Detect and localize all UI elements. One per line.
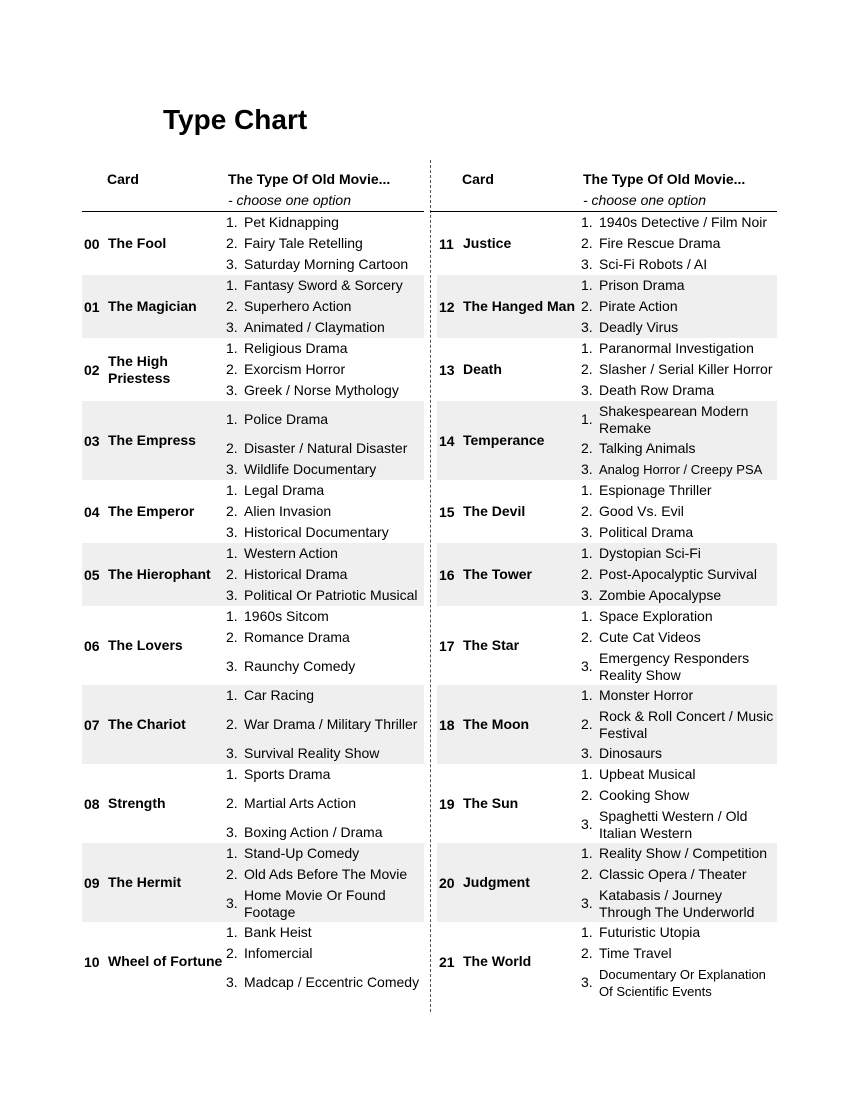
card-name: The Empress [108, 432, 196, 448]
option-number: 1. [226, 340, 238, 356]
movie-options [581, 922, 777, 1001]
card-number: 14 [439, 432, 455, 449]
movie-option [226, 275, 424, 296]
movie-option [581, 585, 777, 606]
option-number: 3. [226, 658, 238, 674]
card-number: 09 [84, 874, 100, 891]
option-number: 3. [226, 895, 238, 911]
option-number: 3. [581, 745, 593, 761]
card-row [82, 764, 424, 843]
card-name: The Fool [108, 235, 167, 251]
option-text: Car Racing [244, 687, 315, 703]
movie-option [581, 401, 777, 438]
option-text: Fairy Tale Retelling [244, 235, 363, 251]
movie-options [226, 401, 424, 480]
movie-option [581, 764, 777, 785]
option-text: Cooking Show [599, 787, 690, 803]
option-number: 3. [226, 974, 238, 990]
movie-option [581, 922, 777, 943]
option-number: 1. [581, 340, 593, 356]
movie-option [581, 864, 777, 885]
option-number: 2. [226, 716, 238, 732]
movie-options [226, 685, 424, 764]
option-text: Boxing Action / Drama [244, 824, 383, 840]
movie-options [226, 843, 424, 922]
option-number: 1. [226, 766, 238, 782]
card-number: 07 [84, 716, 100, 733]
option-text: Bank Heist [244, 924, 312, 940]
option-text: Political Or Patriotic Musical [244, 587, 418, 603]
movie-option [581, 522, 777, 543]
option-text: Post-Apocalyptic Survival [599, 566, 757, 582]
card-number: 00 [84, 235, 100, 252]
movie-option [226, 648, 424, 685]
movie-option [581, 564, 777, 585]
card-number: 17 [439, 637, 455, 654]
movie-option [226, 459, 424, 480]
option-number: 2. [226, 361, 238, 377]
card-name: The Emperor [108, 503, 195, 519]
movie-option [581, 317, 777, 338]
option-number: 3. [581, 524, 593, 540]
movie-options [581, 606, 777, 685]
movie-option [581, 480, 777, 501]
right-column-header [430, 169, 777, 212]
option-text: Cute Cat Videos [599, 629, 701, 645]
card-number: 10 [84, 953, 100, 970]
movie-option [226, 864, 424, 885]
movie-option [226, 401, 424, 438]
option-text: Madcap / Eccentric Comedy [244, 974, 420, 990]
option-number: 3. [581, 319, 593, 335]
option-text: Good Vs. Evil [599, 503, 684, 519]
movie-options [581, 338, 777, 401]
card-number: 18 [439, 716, 455, 733]
option-text: Futuristic Utopia [599, 924, 701, 940]
movie-options [581, 275, 777, 338]
movie-option [226, 501, 424, 522]
movie-option [226, 338, 424, 359]
option-number: 3. [581, 895, 593, 911]
movie-option [581, 943, 777, 964]
card-number: 06 [84, 637, 100, 654]
option-text: Upbeat Musical [599, 766, 696, 782]
choose-option-note: - choose one option [583, 192, 706, 208]
card-name: The Sun [463, 795, 519, 811]
movie-option [226, 606, 424, 627]
movie-option [581, 212, 777, 233]
option-text: Sports Drama [244, 766, 331, 782]
choose-option-note: - choose one option [228, 192, 351, 208]
card-number: 02 [84, 361, 100, 378]
movie-options [226, 275, 424, 338]
card-number: 03 [84, 432, 100, 449]
option-text: Fantasy Sword & Sorcery [244, 277, 403, 293]
movie-option [581, 964, 777, 1001]
option-number: 2. [581, 298, 593, 314]
movie-option [226, 212, 424, 233]
movie-option [226, 564, 424, 585]
option-text: Saturday Morning Cartoon [244, 256, 409, 272]
option-number: 1. [581, 545, 593, 561]
option-text: War Drama / Military Thriller [244, 716, 418, 732]
option-text: Legal Drama [244, 482, 325, 498]
card-row [437, 543, 777, 606]
option-number: 3. [226, 382, 238, 398]
card-name: Wheel of Fortune [108, 953, 223, 969]
option-number: 3. [581, 816, 593, 832]
option-text: Espionage Thriller [599, 482, 712, 498]
card-name: Strength [108, 795, 166, 811]
card-row [437, 764, 777, 843]
option-text: 1940s Detective / Film Noir [599, 214, 768, 230]
option-number: 2. [581, 503, 593, 519]
movie-header: The Type Of Old Movie... [583, 171, 746, 187]
card-header: Card [462, 171, 494, 187]
movie-options [581, 480, 777, 543]
movie-option [581, 606, 777, 627]
movie-option [581, 275, 777, 296]
movie-options [581, 212, 777, 275]
movie-option [581, 459, 777, 480]
option-number: 1. [226, 214, 238, 230]
card-row [82, 212, 424, 275]
option-text: Dinosaurs [599, 745, 663, 761]
option-text: Romance Drama [244, 629, 350, 645]
card-name: The Chariot [108, 716, 186, 732]
movie-options [581, 685, 777, 764]
movie-option [581, 380, 777, 401]
movie-option [226, 585, 424, 606]
option-text: Survival Reality Show [244, 745, 380, 761]
movie-option [581, 254, 777, 275]
movie-option [581, 338, 777, 359]
option-text: Alien Invasion [244, 503, 332, 519]
movie-option [581, 648, 777, 685]
card-number: 20 [439, 874, 455, 891]
option-text: Dystopian Sci-Fi [599, 545, 701, 561]
option-text: Old Ads Before The Movie [244, 866, 408, 882]
movie-option [226, 885, 424, 922]
option-number: 1. [581, 411, 593, 427]
option-number: 2. [581, 629, 593, 645]
option-number: 2. [226, 440, 238, 456]
movie-options [581, 764, 777, 843]
option-text: Infomercial [244, 945, 313, 961]
movie-option [226, 233, 424, 254]
movie-option [226, 627, 424, 648]
option-text: Emergency Responders Reality Show [599, 649, 750, 683]
option-text: Superhero Action [244, 298, 352, 314]
movie-option [226, 480, 424, 501]
option-text: Death Row Drama [599, 382, 715, 398]
option-number: 1. [226, 277, 238, 293]
card-name: The World [463, 953, 532, 969]
option-number: 1. [581, 482, 593, 498]
option-number: 2. [226, 298, 238, 314]
movie-options [226, 764, 424, 843]
movie-option [226, 822, 424, 843]
option-text: Katabasis / Journey Through The Underworld [599, 886, 755, 920]
option-number: 1. [226, 545, 238, 561]
card-number: 13 [439, 361, 455, 378]
option-number: 3. [581, 256, 593, 272]
option-number: 2. [581, 866, 593, 882]
movie-option [226, 743, 424, 764]
card-name: Death [463, 361, 502, 377]
card-name: The Hermit [108, 874, 182, 890]
movie-option [226, 964, 424, 1001]
option-text: Police Drama [244, 411, 329, 427]
card-row [82, 401, 424, 480]
movie-option [581, 359, 777, 380]
card-row [437, 922, 777, 1001]
card-name: The Devil [463, 503, 526, 519]
option-text: Space Exploration [599, 608, 713, 624]
option-text: Slasher / Serial Killer Horror [599, 361, 773, 377]
movie-option [226, 922, 424, 943]
movie-option [226, 706, 424, 743]
left-column-header [82, 169, 424, 212]
right-column [437, 169, 777, 1001]
option-text: Historical Drama [244, 566, 348, 582]
card-name: Judgment [463, 874, 530, 890]
option-number: 1. [581, 924, 593, 940]
option-number: 2. [226, 235, 238, 251]
option-text: Paranormal Investigation [599, 340, 754, 356]
movie-option [226, 359, 424, 380]
movie-option [581, 743, 777, 764]
movie-option [581, 685, 777, 706]
movie-option [226, 254, 424, 275]
movie-option [581, 885, 777, 922]
option-number: 1. [581, 687, 593, 703]
option-number: 3. [226, 319, 238, 335]
movie-option [581, 233, 777, 254]
card-row [437, 606, 777, 685]
option-text: Fire Rescue Drama [599, 235, 721, 251]
option-number: 1. [581, 766, 593, 782]
option-number: 1. [226, 608, 238, 624]
card-name: The Star [463, 637, 520, 653]
option-text: Prison Drama [599, 277, 685, 293]
card-number: 21 [439, 953, 455, 970]
option-number: 2. [226, 795, 238, 811]
option-text: 1960s Sitcom [244, 608, 329, 624]
option-number: 2. [581, 440, 593, 456]
movie-options [226, 922, 424, 1001]
option-text: Sci-Fi Robots / AI [599, 256, 708, 272]
card-name: The Hanged Man [463, 298, 576, 314]
card-row [82, 480, 424, 543]
movie-option [581, 627, 777, 648]
option-text: Analog Horror / Creepy PSA [599, 462, 763, 477]
option-text: Zombie Apocalypse [599, 587, 722, 603]
card-name: The Tower [463, 566, 532, 582]
option-number: 3. [226, 524, 238, 540]
movie-option [581, 438, 777, 459]
card-name: Justice [463, 235, 512, 251]
card-row [82, 338, 424, 401]
left-column [82, 169, 424, 1001]
movie-options [226, 480, 424, 543]
card-name: The Magician [108, 298, 197, 314]
movie-option [226, 296, 424, 317]
movie-option [226, 764, 424, 785]
option-text: Martial Arts Action [244, 795, 357, 811]
card-number: 08 [84, 795, 100, 812]
movie-option [581, 785, 777, 806]
card-row [82, 606, 424, 685]
movie-option [581, 501, 777, 522]
option-number: 3. [226, 256, 238, 272]
option-number: 2. [226, 866, 238, 882]
movie-options [226, 543, 424, 606]
option-text: Greek / Norse Mythology [244, 382, 399, 398]
movie-options [581, 543, 777, 606]
option-number: 2. [581, 361, 593, 377]
option-text: Western Action [244, 545, 338, 561]
option-text: Stand-Up Comedy [244, 845, 360, 861]
option-text: Time Travel [599, 945, 672, 961]
option-text: Spaghetti Western / Old Italian Western [599, 807, 748, 841]
movie-option [226, 943, 424, 964]
option-number: 1. [226, 411, 238, 427]
option-number: 2. [226, 503, 238, 519]
movie-header: The Type Of Old Movie... [228, 171, 391, 187]
movie-options [581, 401, 777, 480]
card-row [437, 338, 777, 401]
option-number: 2. [226, 945, 238, 961]
movie-option [226, 843, 424, 864]
option-number: 1. [226, 687, 238, 703]
movie-option [226, 785, 424, 822]
movie-options [581, 843, 777, 922]
card-row [437, 685, 777, 764]
option-text: Classic Opera / Theater [599, 866, 747, 882]
movie-options [226, 606, 424, 685]
card-name: The High Priestess [108, 352, 171, 386]
option-number: 2. [581, 566, 593, 582]
option-number: 2. [581, 235, 593, 251]
option-number: 3. [226, 824, 238, 840]
movie-option [226, 685, 424, 706]
option-number: 3. [581, 658, 593, 674]
option-number: 3. [581, 461, 593, 477]
option-text: Religious Drama [244, 340, 348, 356]
option-text: Historical Documentary [244, 524, 389, 540]
card-number: 12 [439, 298, 455, 315]
option-text: Wildlife Documentary [244, 461, 377, 477]
option-text: Documentary Or Explanation Of Scientific Events [599, 966, 766, 999]
option-text: Political Drama [599, 524, 694, 540]
option-number: 1. [581, 214, 593, 230]
option-number: 1. [581, 845, 593, 861]
card-row [437, 843, 777, 922]
page-title: Type Chart [163, 104, 308, 135]
option-text: Pet Kidnapping [244, 214, 339, 230]
movie-option [581, 296, 777, 317]
card-row [82, 843, 424, 922]
option-number: 3. [581, 382, 593, 398]
card-row [82, 922, 424, 1001]
movie-option [581, 843, 777, 864]
option-number: 1. [226, 482, 238, 498]
card-number: 01 [84, 298, 100, 315]
option-number: 3. [226, 587, 238, 603]
option-number: 2. [581, 945, 593, 961]
option-number: 1. [226, 845, 238, 861]
option-number: 3. [581, 587, 593, 603]
movie-option [226, 380, 424, 401]
movie-option [226, 522, 424, 543]
column-divider [430, 160, 431, 1012]
card-row [82, 685, 424, 764]
card-row [437, 275, 777, 338]
movie-option [581, 806, 777, 843]
movie-options [226, 338, 424, 401]
option-number: 1. [226, 924, 238, 940]
card-row [82, 543, 424, 606]
movie-option [226, 438, 424, 459]
movie-option [581, 706, 777, 743]
movie-option [226, 543, 424, 564]
option-number: 3. [581, 974, 593, 990]
card-row [437, 401, 777, 480]
option-text: Monster Horror [599, 687, 694, 703]
option-text: Deadly Virus [599, 319, 679, 335]
option-text: Shakespearean Modern Remake [599, 402, 749, 436]
movie-option [581, 543, 777, 564]
option-number: 1. [581, 277, 593, 293]
card-number: 05 [84, 566, 100, 583]
option-text: Pirate Action [599, 298, 678, 314]
option-text: Animated / Claymation [244, 319, 385, 335]
card-row [82, 275, 424, 338]
option-number: 3. [226, 461, 238, 477]
option-text: Reality Show / Competition [599, 845, 768, 861]
card-number: 15 [439, 503, 455, 520]
movie-options [226, 212, 424, 275]
card-name: The Hierophant [108, 566, 211, 582]
card-row [437, 212, 777, 275]
card-name: The Moon [463, 716, 530, 732]
option-text: Exorcism Horror [244, 361, 346, 377]
card-name: The Lovers [108, 637, 183, 653]
option-number: 2. [581, 716, 593, 732]
option-text: Raunchy Comedy [244, 658, 356, 674]
card-header: Card [107, 171, 139, 187]
card-row [437, 480, 777, 543]
option-number: 2. [226, 566, 238, 582]
card-name: Temperance [463, 432, 545, 448]
option-text: Home Movie Or Found Footage [244, 886, 386, 920]
option-number: 1. [581, 608, 593, 624]
option-text: Talking Animals [599, 440, 696, 456]
option-text: Rock & Roll Concert / Music Festival [599, 707, 774, 741]
card-number: 11 [439, 235, 454, 252]
option-text: Disaster / Natural Disaster [244, 440, 408, 456]
movie-option [226, 317, 424, 338]
option-number: 2. [581, 787, 593, 803]
card-number: 19 [439, 795, 455, 812]
card-number: 16 [439, 566, 455, 583]
option-number: 2. [226, 629, 238, 645]
card-number: 04 [84, 503, 100, 520]
option-number: 3. [226, 745, 238, 761]
